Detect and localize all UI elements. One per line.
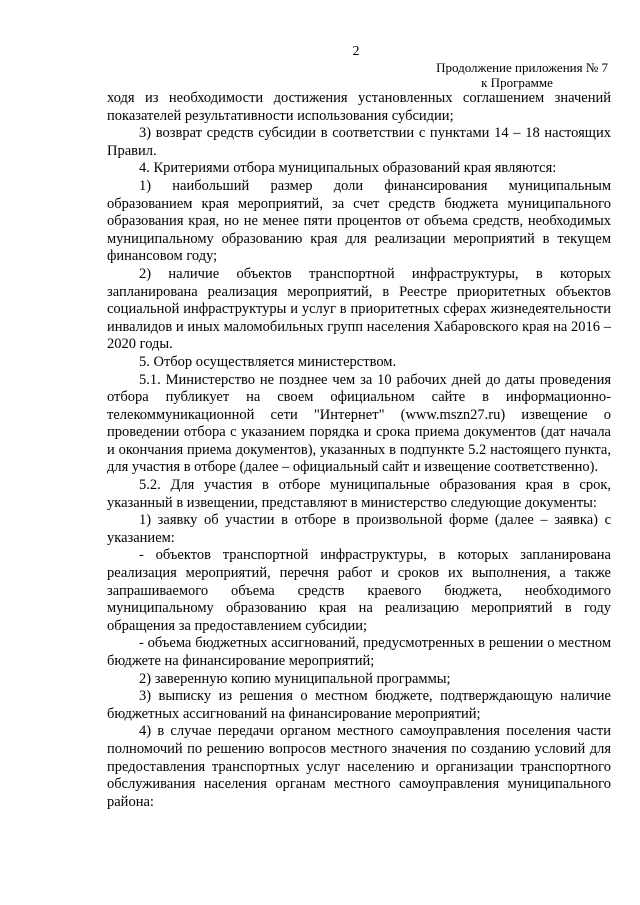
paragraph: 2) наличие объектов транспортной инфраструктуры, в которых запланирована реализация мероприятий, в Реестре приоритетных объектов социальной инфраструктуры и услуг в приоритетных сферах жизнедеятельности инвалидов и иных маломобильных групп населения Хабаровского края на 2016 – 2020 годы. (107, 265, 611, 353)
paragraph: 4. Критериями отбора муниципальных образований края являются: (139, 160, 557, 177)
paragraph: 1) заявку об участии в отборе в произвольной форме (далее – заявка) с указанием: (107, 512, 611, 546)
paragraph: 5.1. Министерство не позднее чем за 10 рабочих дней до даты проведения отбора публикует на своем официальном сайте в информационно-телекоммуникационной сети "Интернет" (www.mszn27.ru) извещение о проведении отбора с указанием порядка и срока приема документов (дат начала и окончания приема документов), указанных в подпункте 5.2 настоящего пункта, для участия в отборе (далее – официальный сайт и извещение соответственно). (107, 371, 611, 476)
paragraph: 5. Отбор осуществляется министерством. (139, 353, 397, 370)
paragraph: - объектов транспортной инфраструктуры, в которых запланирована реализация мероприятий, перечня работ и сроков их выполнения, а также запрашиваемого объема средств краевого бюджета, необходимого муниципальному образованию края на реализацию мероприятий в году обращения за предоставлением субсидии; (107, 547, 611, 634)
paragraph: 5.2. Для участия в отборе муниципальные образования края в срок, указанный в извещении, представляют в министерство следующие документы: (107, 477, 611, 511)
paragraph: - объема бюджетных ассигнований, предусмотренных в решении о местном бюджете на финансирование мероприятий; (107, 635, 611, 669)
paragraph: 2) заверенную копию муниципальной программы; (139, 670, 451, 687)
paragraph: 4) в случае передачи органом местного самоуправления поселения части полномочий по решению вопросов местного значения по созданию условий для предоставления транспортных услуг населению и организации транспортного обслуживания населения органам местного самоуправления муниципального района: (107, 723, 611, 810)
appendix-header (418, 60, 608, 90)
document-body (107, 90, 611, 811)
appendix-header-line1: Продолжение приложения № 7 (436, 60, 608, 75)
appendix-header-line2: к Программе (481, 75, 553, 90)
paragraph: ходя из необходимости достижения установленных соглашением значений показателей результативности использования субсидии; (107, 90, 611, 124)
page-number: 2 (352, 44, 360, 59)
paragraph: 3) выписку из решения о местном бюджете, подтверждающую наличие бюджетных ассигнований на финансирование мероприятий; (107, 688, 611, 722)
paragraph: 1) наибольший размер доли финансирования муниципальным образованием края мероприятий, за счет средств бюджета муниципального образования края, но не менее пяти процентов от объема средств, необходимых муниципальному образованию края для реализации мероприятий в текущем финансовом году; (107, 177, 611, 265)
paragraph: 3) возврат средств субсидии в соответствии с пунктами 14 – 18 настоящих Правил. (107, 125, 611, 159)
